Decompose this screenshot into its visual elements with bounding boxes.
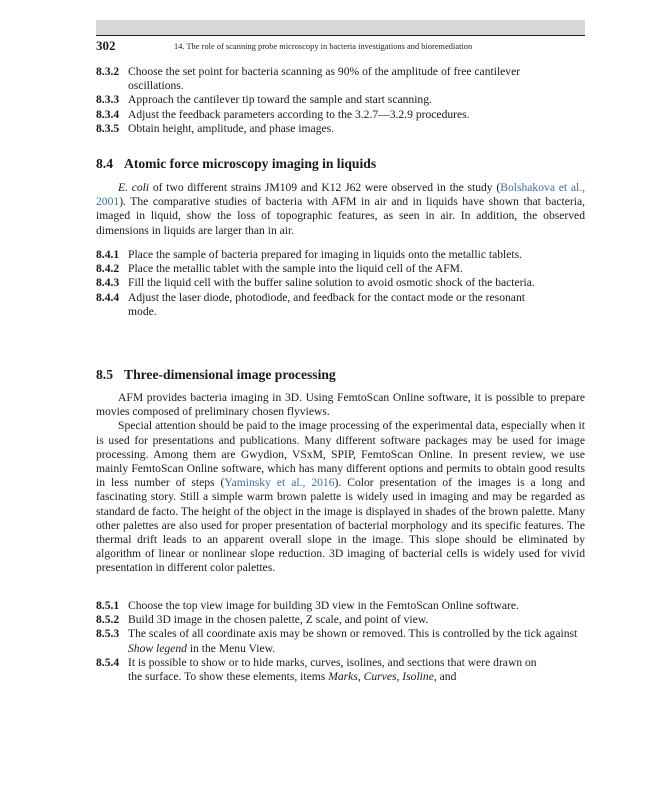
- section-8-5-body: [96, 391, 585, 576]
- section-heading-8-4: 8.4 Atomic force microscopy imaging in liquids: [96, 156, 377, 171]
- steps-84: [96, 248, 585, 319]
- running-head: 14. The role of scanning probe microscopy in bacteria investigations and bioremediation: [174, 42, 473, 51]
- step-item: 8.4.1 Place the sample of bacteria prepared for imaging in liquids onto the metallic tablets.: [96, 248, 523, 261]
- steps-83: [96, 65, 585, 136]
- step-item: 8.4.3 Fill the liquid cell with the buffer saline solution to avoid osmotic shock of the bacteria.: [96, 276, 535, 290]
- step-item: 8.3.4 Adjust the feedback parameters according to the 3.2.7—3.2.9 procedures.: [96, 107, 470, 121]
- step-item: 8.3.3 Approach the cantilever tip toward the sample and start scanning.: [96, 93, 432, 107]
- page-number: 302: [96, 38, 116, 53]
- header-rule: [96, 35, 585, 36]
- step-item: 8.5.1 Choose the top view image for building 3D view in the FemtoScan Online software.: [96, 599, 519, 612]
- step-item: 8.4.4 Adjust the laser diode, photodiode, and feedback for the contact mode or the resonant mode.: [96, 290, 525, 318]
- step-item: 8.5.2 Build 3D image in the chosen palette, Z scale, and point of view.: [96, 613, 429, 627]
- step-item: 8.3.2 Choose the set point for bacteria scanning as 90% of the amplitude of free cantilever oscillations.: [96, 65, 521, 93]
- citation-link[interactable]: Bolshakova et al., 2001: [96, 181, 585, 209]
- step-item: 8.4.2 Place the metallic tablet with the sample into the liquid cell of the AFM.: [96, 262, 463, 276]
- step-item: 8.3.5 Obtain height, amplitude, and phase images.: [96, 121, 335, 135]
- section-heading-8-5: 8.5 Three-dimensional image processing: [96, 367, 336, 382]
- steps-85: [96, 599, 585, 684]
- section-8-4-paragraph: E. coli of two different strains JM109 and K12 J62 were observed in the study (Bolshakova et al., 2001). The comparative studies of bacteria with AFM in air and in liquids have shown that bacteria, imaged in liquid, show the loss of topographic features, as seen in air. In addition, the observed dimensions in liquids are larger than in air.: [96, 181, 585, 237]
- section-8-5-paragraph-1: AFM provides bacteria imaging in 3D. Using FemtoScan Online software, it is possible to prepare movies composed of preliminary chosen flyviews.: [96, 391, 585, 419]
- citation-link[interactable]: Yaminsky et al., 2016: [224, 476, 335, 490]
- step-item: 8.5.4 It is possible to show or to hide marks, curves, isolines, and sections that were drawn on the surface. To show these elements, items Marks, Curves, Isoline, and: [96, 655, 537, 684]
- header-bar: [96, 20, 585, 35]
- section-8-5-paragraph-2: Special attention should be paid to the image processing of the experimental data, especially when it is used for presentations and publications. Many different software packages may be used for image processing. Among them are Gwydion, VSxM, SPIP, FemtoScan Online. In present review, we use mainly FemtoScan Online software, which has many different options and permits to obtain good results in less number of steps (Yaminsky et al., 2016). Color presentation of the images is a long and fascinating story. Still a simple warm brown palette is widely used in imaging and may be regarded as standard de facto. The height of the object in the image is displayed in shades of the brown palette. Many other palettes are also used for proper presentation of bacterial morphology and its specific features. The thermal drift leads to an apparent overall slope in the image. This slope should be eliminated by algorithm of linear or nonlinear slope reduction. 3D imaging of bacterial cells is widely used for vivid presentation in different color palettes.: [96, 419, 585, 575]
- step-item: 8.5.3 The scales of all coordinate axis may be shown or removed. This is controlled by the tick against Show legend in the Menu View.: [96, 627, 578, 655]
